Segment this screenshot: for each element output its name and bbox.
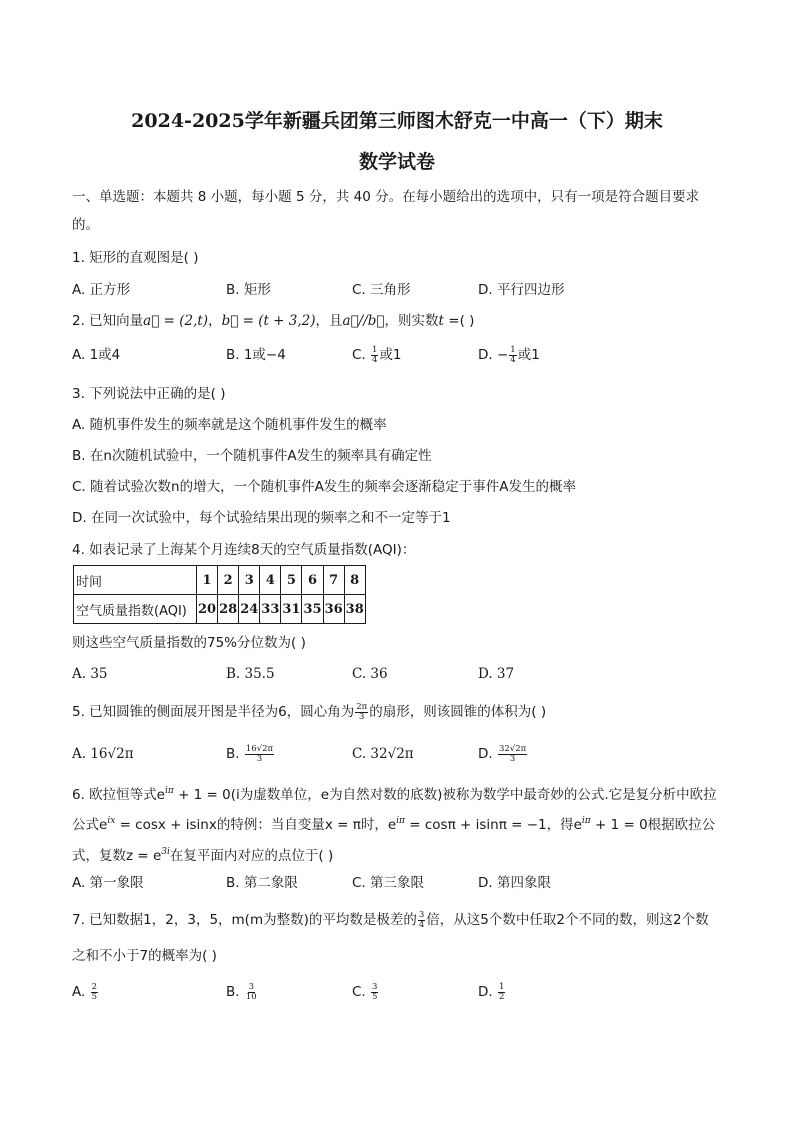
q5-option-d: D. $\frac{32√2\pi}{3}$ <box>478 743 527 764</box>
fraction: $\frac{3}{5}$ <box>372 981 378 1002</box>
q5-stem: 5. 已知圆锥的侧面展开图是半径为6，圆心角为 $\frac{2\pi}{3}$ 的扇形，则该圆锥的体积为( ) <box>72 701 547 722</box>
fraction: $\frac{2\pi}{3}$ <box>356 701 368 722</box>
table-header-aqi: 空气质量指数(AQI) <box>74 595 197 624</box>
q7-line1: 7. 已知数据1，2，3，5，m(m为整数)的平均数是极差的 $\frac{3}{4}$ 倍，从这5个数中任取2个不同的数，则这2个数 <box>72 909 709 930</box>
table-row: 空气质量指数(AQI) 20 28 24 33 31 35 36 38 <box>74 595 366 624</box>
q1-option-b: B. 矩形 <box>226 282 271 298</box>
section-intro-line2: 的。 <box>72 217 99 233</box>
aqi-table <box>73 565 366 624</box>
fraction: $\frac{16√2\pi}{3}$ <box>245 743 274 764</box>
q3-option-d: D. 在同一次试验中，每个试验结果出现的频率之和不一定等于1 <box>72 510 451 526</box>
q5-option-b: B. $\frac{16√2\pi}{3}$ <box>226 743 274 764</box>
q4-ask: 则这些空气质量指数的75%分位数为( ) <box>72 635 306 651</box>
q1-option-a: A. 正方形 <box>72 282 131 298</box>
q6-line2: 公式$e^{ix} = \cos x + isinx$的特例：当自变量x = π时，$e^{i\pi} = \cos\pi + isin\pi = -1$，得$e^{i\pi} + 1 = 0$根据欧拉公 <box>72 816 716 833</box>
q6-line3: 式，复数$z = e^{3i}$在复平面内对应的点位于( ) <box>72 847 334 864</box>
q4-option-a: A. 35 <box>72 666 108 682</box>
q2-stem: 2. 已知向量a⃗ = (2,t)，b⃗ = (t + 3,2)，且a⃗//b⃗，则实数t =( ) <box>72 313 475 329</box>
q4-stem: 4. 如表记录了上海某个月连续8天的空气质量指数(AQI)： <box>72 542 416 558</box>
q6-line1: 6. 欧拉恒等式$e^{i\pi} + 1 = 0(i$为虚数单位，e为自然对数的底数)被称为数学中最奇妙的公式.它是复分析中欧拉 <box>72 786 717 803</box>
q4-option-b: B. 35.5 <box>226 666 275 682</box>
fraction: $\frac{1}{4}$ <box>372 344 378 365</box>
q5-option-a: A. 16√2π <box>72 746 134 762</box>
q6-option-c: C. 第三象限 <box>352 875 425 891</box>
q1-option-d: D. 平行四边形 <box>478 282 565 298</box>
q4-option-d: D. 37 <box>478 666 515 682</box>
q7-option-d: D. $\frac{1}{2}$ <box>478 981 505 1002</box>
exam-title-line2: 数学试卷 <box>358 151 435 173</box>
q4-option-c: C. 36 <box>352 666 388 682</box>
q7-option-c: C. $\frac{3}{5}$ <box>352 981 378 1002</box>
q2-option-b: B. 1或−4 <box>226 347 286 363</box>
parallel-condition: a⃗//b⃗ <box>342 313 385 329</box>
q6-option-a: A. 第一象限 <box>72 875 144 891</box>
vector-b: b⃗ = (t + 3,2) <box>221 313 316 329</box>
q2-option-c: C. $\frac{1}{4}$ 或1 <box>352 344 402 365</box>
q7-option-a: A. $\frac{2}{5}$ <box>72 981 98 1002</box>
q3-option-a: A. 随机事件发生的频率就是这个随机事件发生的概率 <box>72 417 387 433</box>
fraction: $\frac{3}{10}$ <box>245 981 257 1002</box>
table-row: 时间 1 2 3 4 5 6 7 8 <box>74 566 366 595</box>
table-header-time: 时间 <box>74 566 197 595</box>
fraction: $\frac{3}{4}$ <box>418 909 425 930</box>
q7-line2: 之和不小于7的概率为( ) <box>72 948 217 964</box>
q2-option-a: A. 1或4 <box>72 347 121 363</box>
q1-stem: 1. 矩形的直观图是( ) <box>72 250 199 266</box>
q6-option-b: B. 第二象限 <box>226 875 298 891</box>
q3-stem: 3. 下列说法中正确的是( ) <box>72 386 226 402</box>
vector-a: a⃗ = (2,t) <box>143 313 209 329</box>
fraction: $\frac{32√2\pi}{3}$ <box>498 743 527 764</box>
fraction: $\frac{1}{4}$ <box>510 344 516 365</box>
q3-option-c: C. 随着试验次数n的增大，一个随机事件A发生的频率会逐渐稳定于事件A发生的概率 <box>72 479 577 495</box>
q5-option-c: C. 32√2π <box>352 746 414 762</box>
q1-option-c: C. 三角形 <box>352 282 411 298</box>
fraction: $\frac{2}{5}$ <box>91 981 98 1002</box>
section-intro-line1: 一、单选题：本题共 8 小题，每小题 5 分，共 40 分。在每小题给出的选项中，只有一项是符合题目要求 <box>72 189 700 205</box>
exam-title-line1: 2024-2025学年新疆兵团第三师图木舒克一中高一（下）期末 <box>131 110 663 132</box>
q2-option-d: D. − $\frac{1}{4}$ 或1 <box>478 344 540 365</box>
fraction: $\frac{1}{2}$ <box>498 981 505 1002</box>
q3-option-b: B. 在n次随机试验中，一个随机事件A发生的频率具有确定性 <box>72 448 432 464</box>
q7-option-b: B. $\frac{3}{10}$ <box>226 981 257 1002</box>
q6-option-d: D. 第四象限 <box>478 875 551 891</box>
